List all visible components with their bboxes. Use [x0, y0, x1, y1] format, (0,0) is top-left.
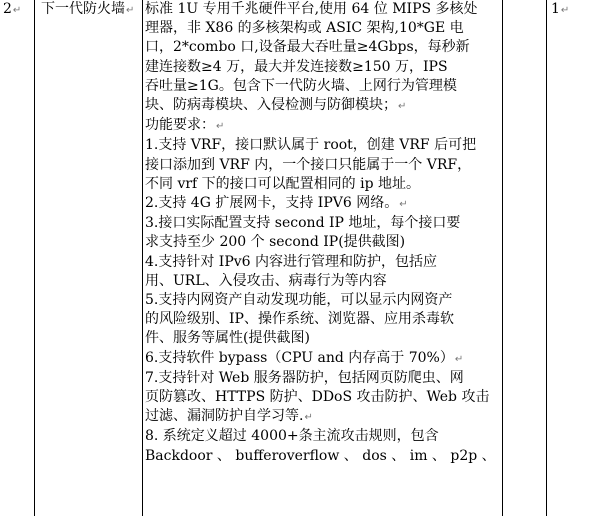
spec-line-text: 2.支持 4G 扩展网卡，支持 IPV6 网络。	[145, 195, 399, 212]
spec-line: 8. 系统定义超过 4000+条主流攻击规则，包含	[145, 428, 439, 445]
table-border	[502, 0, 503, 516]
row-number: 2	[3, 1, 12, 17]
paragraph-mark: ↵	[560, 5, 570, 16]
spec-line: 件、服务等属性(提供截图)	[145, 330, 310, 347]
spec-line: 不同 vrf 下的接口可以配置相同的 ip 地址。	[145, 175, 421, 192]
specification-cell	[145, 0, 502, 466]
spec-line-text: 过滤、漏洞防护自学习等.	[145, 408, 304, 425]
spec-line: 吞吐量≥1G。包含下一代防火墙、上网行为管理模	[145, 77, 457, 94]
spec-line: 建连接数≥4 万，最大并发连接数≥150 万，IPS	[145, 58, 448, 75]
row-number-cell	[3, 0, 33, 20]
spec-line: 4.支持针对 IPv6 内容进行管理和防护，包括应	[145, 253, 438, 270]
paragraph-mark: ↵	[398, 101, 407, 113]
spec-line: 1.支持 VRF，接口默认属于 root，创建 VRF 后可把	[145, 137, 477, 154]
spec-line: 接口添加到 VRF 内，一个接口只能属于一个 VRF，	[145, 156, 472, 173]
table-border	[546, 0, 547, 516]
spec-line: 理器，非 X86 的多核架构或 ASIC 架构,10*GE 电	[145, 20, 464, 37]
spec-line-with-mark	[145, 349, 502, 369]
spec-line-with-mark	[145, 116, 502, 136]
spec-line: 求支持至少 200 个 second IP(提供截图)	[145, 234, 406, 251]
spec-line-with-mark	[145, 407, 502, 427]
spec-line-text: 6.支持软件 bypass（CPU and 内存高于 70%）	[145, 349, 454, 366]
spec-line: Backdoor 、 bufferoverflow 、 dos 、 im 、 p2p 、	[145, 447, 496, 464]
spec-line: 5.支持内网资产自动发现功能，可以显示内网资产	[145, 292, 453, 309]
spec-line: 的风险级别、IP、操作系统、浏览器、应用杀毒软	[145, 311, 454, 328]
paragraph-mark: ↵	[454, 353, 464, 365]
paragraph-mark: ↵	[304, 412, 313, 424]
spec-line: 用、URL、入侵攻击、病毒行为等内容	[145, 272, 387, 289]
spec-line: 页防篡改、HTTPS 防护、DDoS 攻击防护、Web 攻击	[145, 389, 490, 406]
table-border	[34, 0, 35, 516]
spec-line: 标准 1U 专用千兆硬件平台,使用 64 位 MIPS 多核处	[145, 1, 478, 17]
paragraph-mark: ↵	[216, 121, 225, 133]
spec-line: 口，2*combo 口,设备最大吞吐量≥4Gbps，每秒新	[145, 39, 470, 56]
product-name-cell	[41, 0, 141, 20]
paragraph-mark: ↵	[126, 5, 135, 16]
spec-line-with-mark	[145, 194, 502, 214]
paragraph-mark: ↵	[12, 5, 22, 16]
table-border	[142, 0, 143, 516]
spec-line-with-mark	[145, 96, 502, 116]
quantity-cell	[551, 0, 591, 20]
product-name: 下一代防火墙	[41, 1, 125, 17]
spec-line: 7.支持针对 Web 服务器防护，包括网页防爬虫、网	[145, 369, 464, 386]
spec-line-text: 功能要求：	[145, 117, 215, 134]
paragraph-mark: ↵	[399, 199, 408, 211]
spec-line: 3.接口实际配置支持 second IP 地址，每个接口要	[145, 215, 461, 232]
spec-line-text: 块、防病毒模块、入侵检测与防御模块；	[145, 97, 397, 114]
quantity: 1	[551, 1, 560, 17]
